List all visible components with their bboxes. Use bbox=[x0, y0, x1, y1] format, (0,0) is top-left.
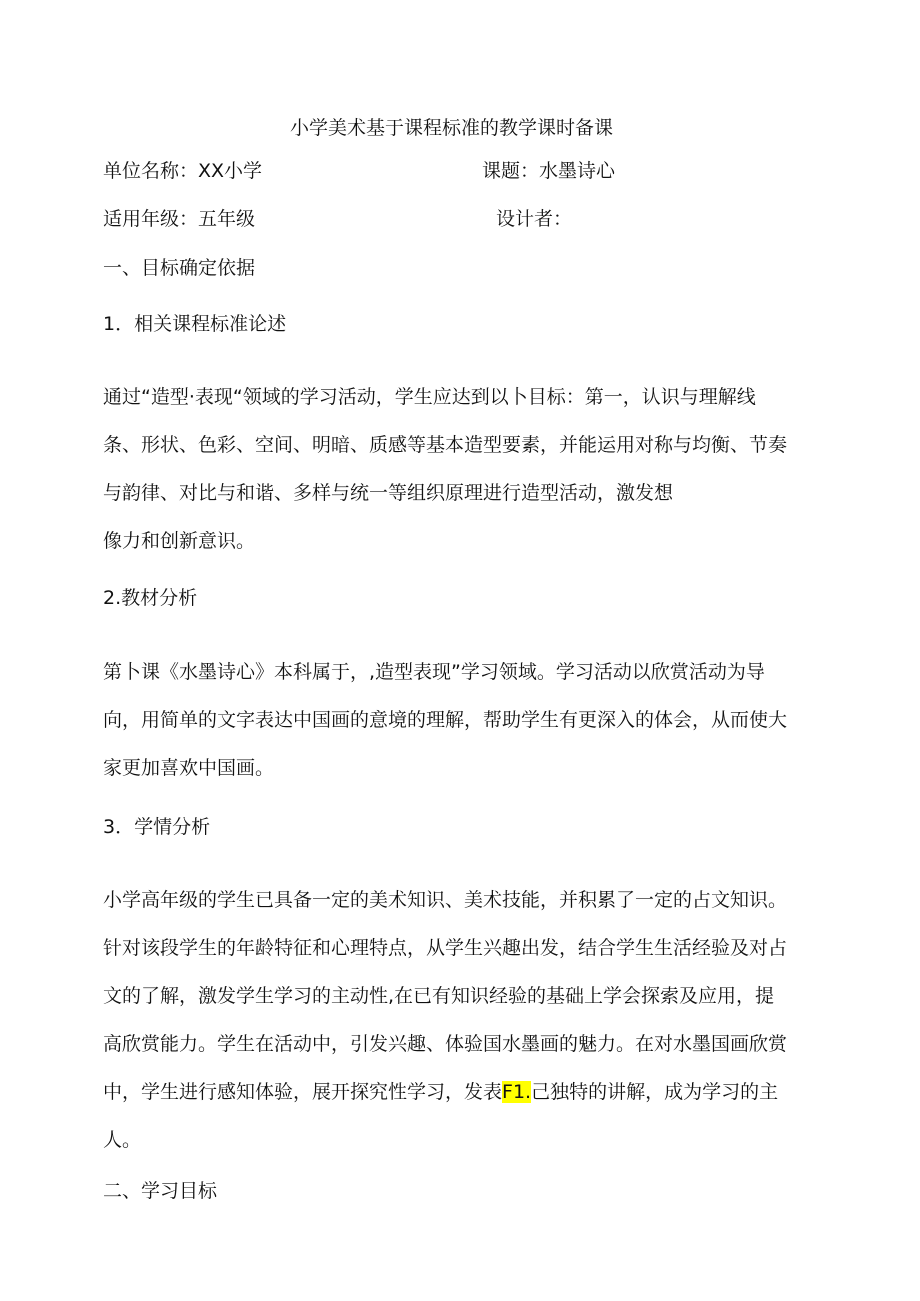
text-line: 第卜课《水墨诗心》本科属于，,造型表现”学习领域。学习活动以欣赏活动为导 bbox=[103, 661, 765, 683]
text-line: 小学高年级的学生已具备一定的美术知识、美术技能，并积累了一定的占文知识。 bbox=[103, 889, 788, 911]
paragraph-student-analysis bbox=[103, 876, 833, 1164]
document-title: 小学美术基于课程标准的教学课时备课 bbox=[290, 117, 614, 139]
text-line: 文的了解，激发学生学习的主动性,在已有知识经验的基础上学会探索及应用，提 bbox=[103, 985, 775, 1007]
subsection-heading-1: 1．相关课程标准论述 bbox=[103, 313, 287, 335]
subsection-heading-3: 3．学情分析 bbox=[103, 816, 211, 838]
text-line bbox=[103, 1068, 833, 1116]
paragraph-curriculum-standard bbox=[103, 373, 833, 565]
text-line: 高欣赏能力。学生在活动中，引发兴趣、体验国水墨画的魅力。在对水墨国画欣赏 bbox=[103, 1033, 788, 1055]
section-heading-1: 一、目标确定依据 bbox=[103, 257, 256, 279]
text-line: 与韵律、对比与和谐、多样与统一等组织原理进行造型活动，激发想 bbox=[103, 482, 674, 504]
text-line: 针对该段学生的年龄特征和心理特点，从学生兴趣出发，结合学生生活经验及对占 bbox=[103, 937, 788, 959]
text-fragment: 中，学生进行感知体验，展开探究性学习，发表 bbox=[103, 1081, 503, 1103]
text-line: 条、形状、色彩、空间、明暗、质感等基本造型要素，并能运用对称与均衡、节奏 bbox=[103, 434, 788, 456]
highlighted-text: F1. bbox=[502, 1081, 532, 1103]
applicable-grade: 适用年级：五年级 bbox=[103, 208, 256, 230]
lesson-topic: 课题：水墨诗心 bbox=[482, 160, 616, 182]
text-line: 像力和创新意识。 bbox=[103, 530, 256, 552]
unit-name: 单位名称：XX小学 bbox=[103, 160, 263, 182]
subsection-heading-2: 2.教材分析 bbox=[103, 587, 198, 609]
text-line: 人。 bbox=[103, 1129, 142, 1151]
designer: 设计者： bbox=[496, 208, 573, 230]
text-fragment: 己独特的讲解，成为学习的主 bbox=[531, 1081, 779, 1103]
paragraph-textbook-analysis bbox=[103, 648, 833, 792]
text-line: 家更加喜欢中国画。 bbox=[103, 757, 275, 779]
text-line: 向，用简单的文字表达中国画的意境的理解，帮助学生有更深入的体会，从而使大 bbox=[103, 709, 788, 731]
section-heading-2: 二、学习目标 bbox=[103, 1180, 218, 1202]
text-line: 通过“造型·表现“领域的学习活动，学生应达到以卜目标：第一，认识与理解线 bbox=[103, 386, 756, 408]
